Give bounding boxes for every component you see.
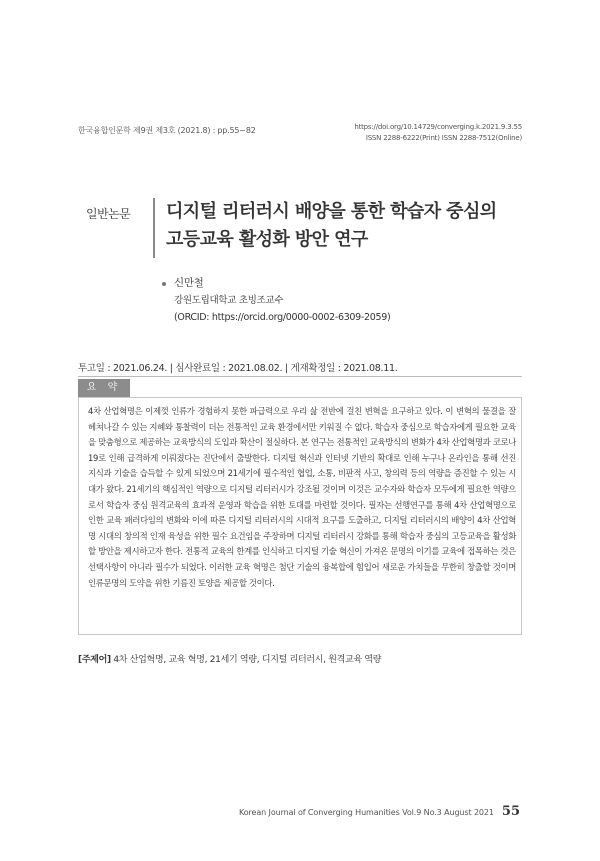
doi-link[interactable]: https://doi.org/10.14729/converging.k.2021.9.3.55 — [354, 123, 522, 131]
author-block — [162, 275, 390, 326]
paper-title — [166, 198, 497, 254]
journal-info: 한국융합인문학 제9권 제3호 (2021.8) : pp.55~82 — [78, 126, 256, 135]
author-name-row — [162, 275, 390, 292]
author-orcid[interactable]: (ORCID: https://orcid.org/0000-0002-6309-2059) — [174, 312, 391, 323]
title-divider — [153, 198, 155, 258]
title-line-1: 디지털 리터러시 배양을 통한 학습자 중심의 — [166, 201, 497, 222]
submission-dates: 투고일 : 2021.06.24. | 심사완료일 : 2021.08.02. | 게재확정일 : 2021.08.11. — [78, 363, 398, 374]
page-footer — [239, 804, 520, 819]
title-line-2: 고등교육 활성화 방안 연구 — [166, 229, 368, 250]
abstract-text: 4차 산업혁명은 이제껏 인류가 경험하지 못한 파급력으로 우리 삶 전반에 걸친 변혁을 요구하고 있다. 이 변혁의 물결을 잘 헤쳐나갈 수 있는 지혜와 통찰력이 더는 전통적인 교육 환경에서만 키워질 수 없다. 학습자 중심으로 학습자에게 필요한 교육을 맞춤형으로 제공하는 교육방식의 도입과 확산이 절실하다. 본 연구는 전통적인 교육방식의 변화가 4차 산업혁명과 코로나19로 인해 급격하게 이뤄졌다는 진단에서 출발한다. 디지털 혁신과 인터넷 기반의 확대로 인해 누구나 온라인을 통해 선진 지식과 기술을 습득할 수 있게 되었으며 21세기에 필수적인 협업, 소통, 비판적 사고, 창의력 등의 역량을 증진할 수 있는 시대가 왔다. 21세기의 핵심적인 역량으로 디지털 리터러시가 강조될 것이며 이것은 교수자와 학습자 모두에게 필요한 역량으로서 학습자 중심 원격교육의 효과적 운영과 학습을 위한 토대를 마련할 것이다. 필자는 선행연구를 통해 4차 산업혁명으로 인한 교육 패러다임의 변화와 이에 따른 디지털 리터러시의 시대적 요구를 도출하고, 디지털 리터러시의 배양이 4차 산업혁명 시대의 창의적 인재 육성을 위한 필수 요건임을 주장하며 디지털 리터러시 강화를 통해 학습자 중심의 고등교육을 활성화할 방안을 제시하고자 한다. 전통적 교육의 한계를 인식하고 디지털 기술 혁신이 가져온 문명의 이기를 교육에 접목하는 것은 선택사항이 아니라 필수가 되었다. 이러한 교육 혁명은 첨단 기술의 융복합에 힘입어 새로운 가치들을 무한히 창출할 것이며 인류문명의 도약을 위한 기름진 토양을 제공할 것이다. — [88, 406, 516, 588]
footer-journal: Korean Journal of Converging Humanities Vol.9 No.3 August 2021 — [238, 808, 494, 817]
keywords-text: 4차 산업혁명, 교육 혁명, 21세기 역량, 디지털 리터러시, 원격교육 역량 — [113, 655, 382, 665]
doi-issn-block — [354, 122, 522, 144]
author-name: 신만철 — [174, 277, 204, 289]
divider-line — [78, 376, 522, 377]
page-number: 55 — [501, 804, 520, 819]
keywords-label: [주제어] — [78, 655, 111, 665]
keywords — [78, 652, 381, 665]
bullet-icon — [162, 282, 166, 286]
issn-text: ISSN 2288-6222(Print) ISSN 2288-7512(Online) — [365, 134, 522, 142]
abstract-label: 요 약 — [78, 379, 130, 397]
paper-type-label: 일반논문 — [86, 207, 131, 221]
author-affiliation: 강원도립대학교 초빙조교수 — [174, 295, 284, 306]
